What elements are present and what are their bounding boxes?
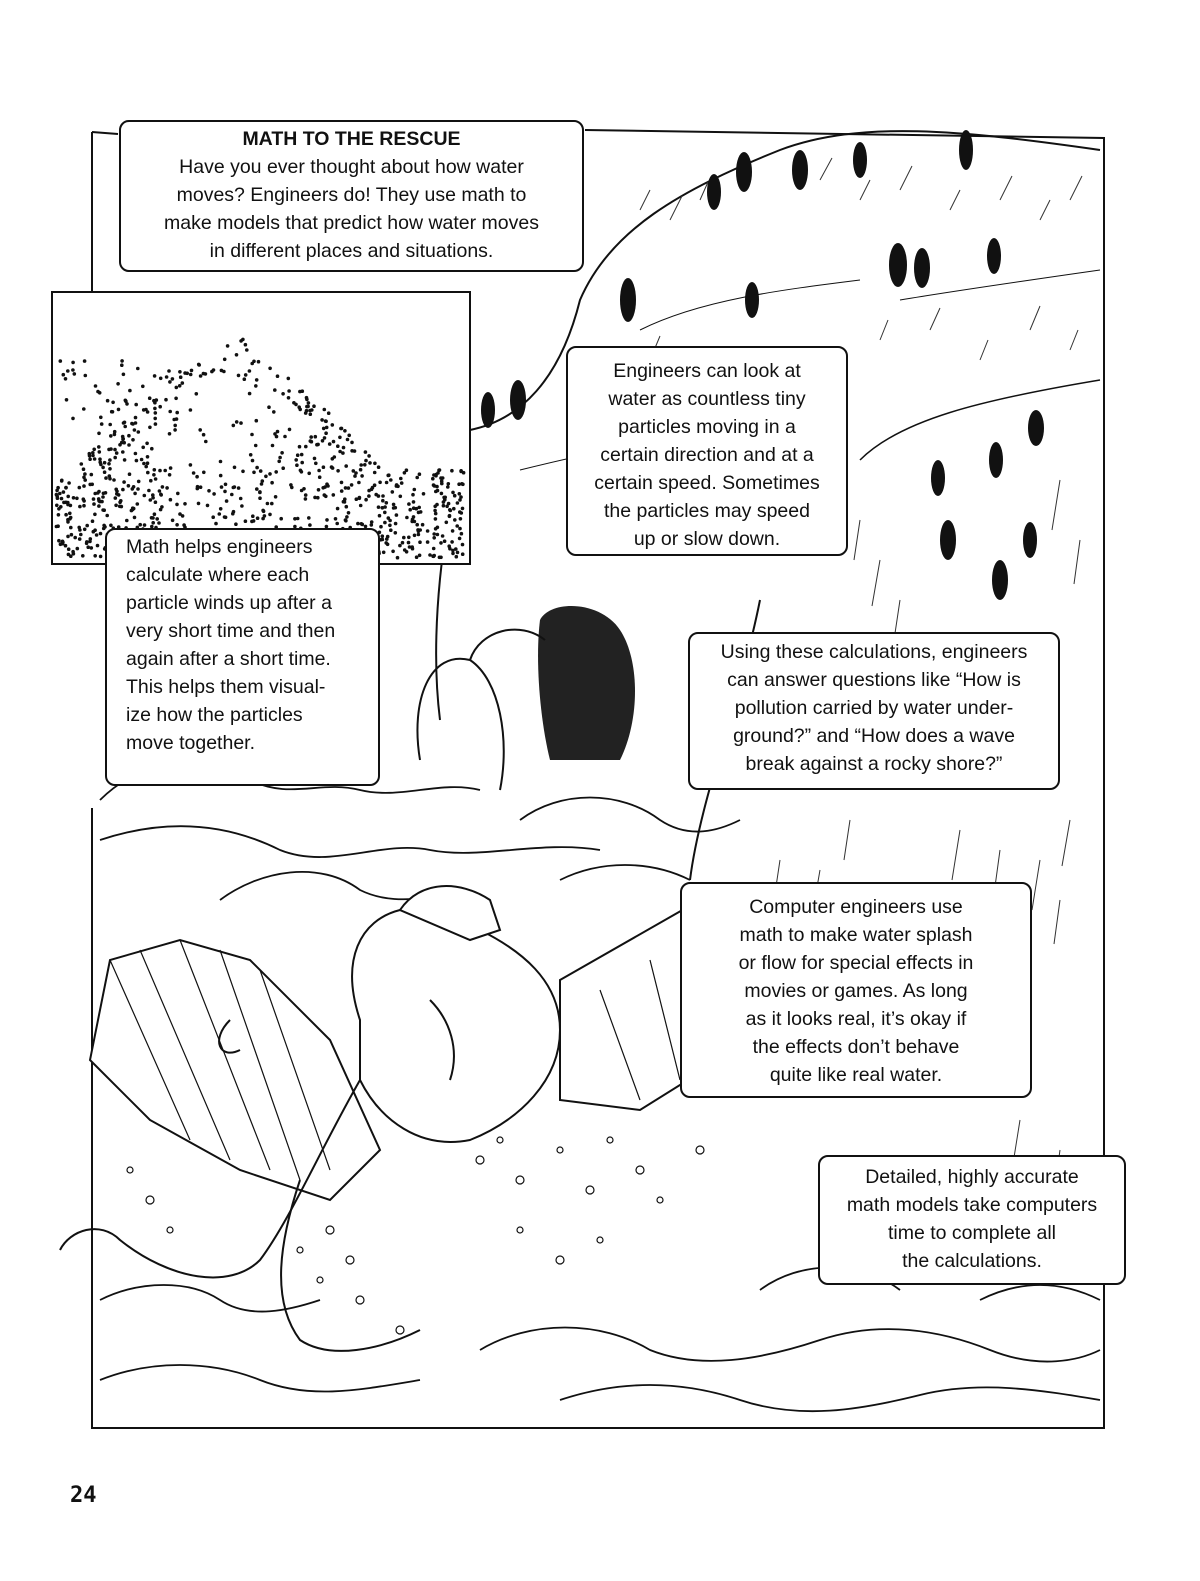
- questions-line: Using these calculations, engineers: [720, 641, 1028, 663]
- effects-line: Computer engineers use: [749, 896, 963, 918]
- accuracy-line: the calculations.: [902, 1250, 1042, 1272]
- effects-line: math to make water splash: [739, 924, 973, 946]
- calculate-line: very short time and then: [126, 620, 336, 642]
- page-number: 24: [70, 1483, 97, 1508]
- calculate-line: calculate where each: [126, 564, 310, 586]
- intro-line: make models that predict how water moves: [164, 212, 539, 234]
- calculate-line: ize how the particles: [126, 704, 303, 726]
- questions-line: break against a rocky shore?”: [745, 753, 1003, 775]
- particles-line: water as countless tiny: [608, 388, 806, 410]
- accuracy-line: math models take computers: [846, 1194, 1098, 1216]
- calculate-line: particle winds up after a: [126, 592, 332, 614]
- dragon-spots: [297, 1226, 404, 1334]
- effects-line: quite like real water.: [769, 1064, 943, 1086]
- effects-line: movies or games. As long: [744, 980, 968, 1002]
- calculate-box: [105, 528, 380, 786]
- calculate-line: This helps them visual-: [126, 676, 326, 698]
- cave: [417, 606, 635, 790]
- intro-title: MATH TO THE RESCUE: [242, 128, 461, 150]
- calculate-line: move together.: [126, 732, 255, 754]
- accuracy-line: time to complete all: [888, 1222, 1056, 1244]
- effects-line: the effects don’t behave: [752, 1036, 960, 1058]
- particles-line: certain speed. Sometimes: [594, 472, 820, 494]
- intro-line: Have you ever thought about how water: [179, 156, 524, 178]
- intro-line: in different places and situations.: [209, 240, 494, 262]
- questions-line: ground?” and “How does a wave: [733, 725, 1015, 747]
- calculate-line: again after a short time.: [126, 648, 331, 670]
- particle-wave-diagram: [52, 292, 470, 564]
- particles-line: the particles may speed: [604, 500, 810, 522]
- questions-box: [688, 632, 1060, 790]
- particles-line: up or slow down.: [633, 528, 781, 550]
- accuracy-box: [818, 1155, 1126, 1285]
- accuracy-line: Detailed, highly accurate: [865, 1166, 1079, 1188]
- calculate-line: Math helps engineers: [126, 536, 313, 558]
- effects-line: or flow for special effects in: [738, 952, 974, 974]
- intro-box: [119, 120, 584, 272]
- particles-line: certain direction and at a: [600, 444, 814, 466]
- particles-box: [566, 346, 848, 556]
- intro-line: moves? Engineers do! They use math to: [176, 184, 527, 206]
- questions-line: pollution carried by water under-: [734, 697, 1014, 719]
- questions-line: can answer questions like “How is: [727, 669, 1021, 691]
- particles-line: Engineers can look at: [613, 360, 801, 382]
- effects-line: as it looks real, it’s okay if: [745, 1008, 967, 1030]
- particles-line: particles moving in a: [618, 416, 796, 438]
- effects-box: [680, 882, 1032, 1098]
- dragon: [60, 886, 740, 1351]
